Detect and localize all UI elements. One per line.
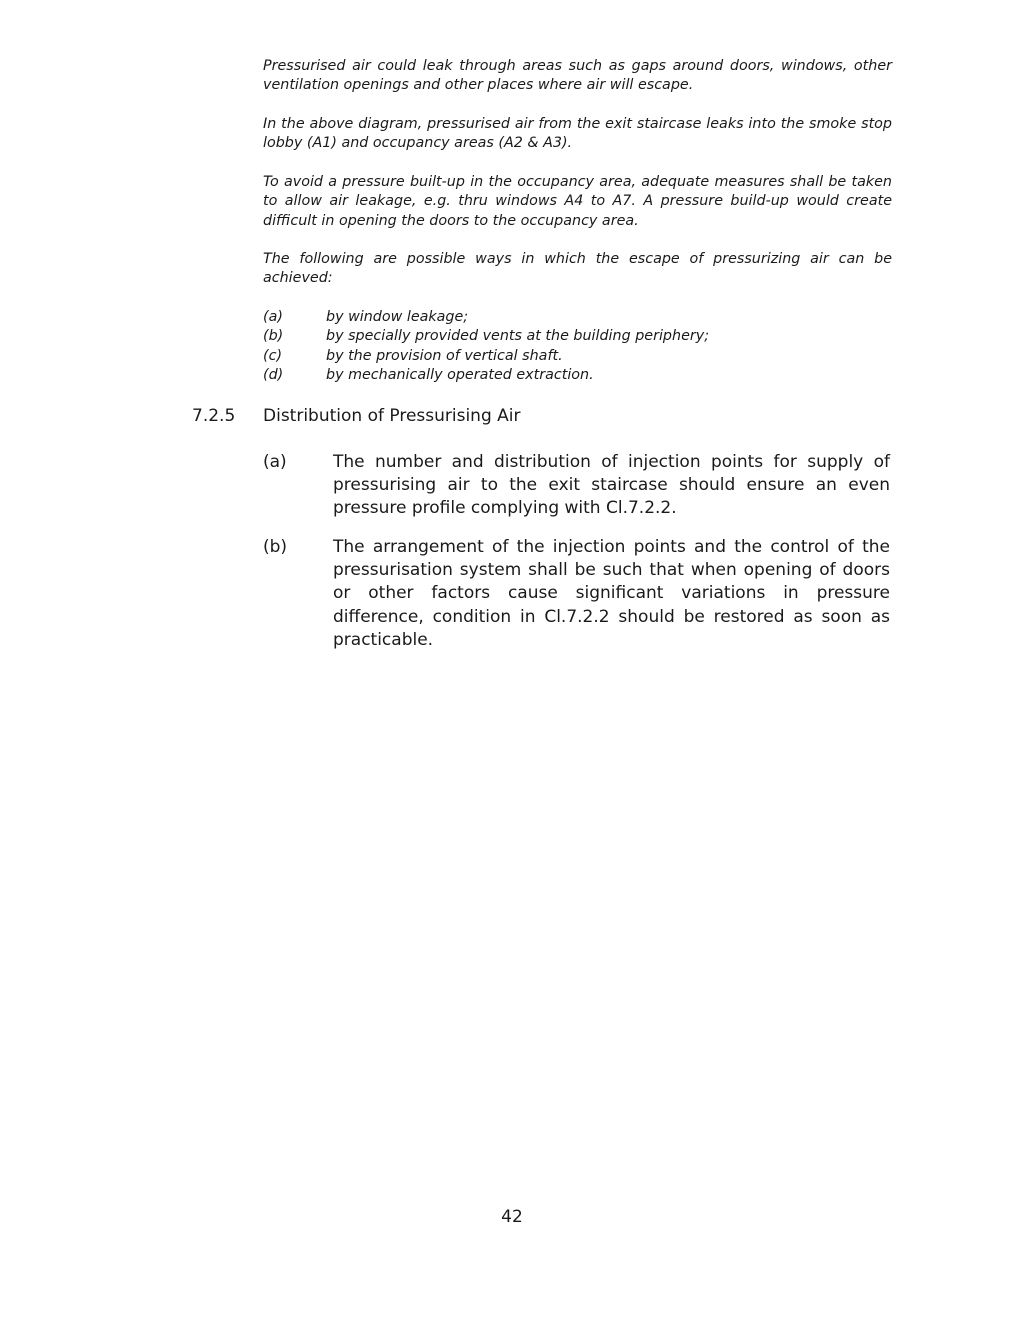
list-marker: (d) <box>263 367 284 384</box>
section-number: 7.2.5 <box>192 406 236 426</box>
note-paragraph-pressure-buildup: To avoid a pressure built-up in the occupancy area, adequate measures shall be taken to allow air leakage, e.g. thru windows A4 to A7. A pressure build-up would create difficult in opening the doors to the occupancy area. <box>263 174 892 229</box>
list-item <box>263 366 892 385</box>
section-title: Distribution of Pressurising Air <box>263 406 521 426</box>
section-item <box>263 451 890 521</box>
note-paragraph-diagram: In the above diagram, pressurised air from the exit staircase leaks into the smoke stop lobby (A1) and occupancy areas (A2 & A3). <box>263 116 892 152</box>
item-text: The arrangement of the injection points and the control of the pressurisation system shall be such that when opening of doors or other factors cause significant variations in pressure difference, condition in Cl.7.2.2 should be restored as soon as practicable. <box>333 537 890 650</box>
list-text: by mechanically operated extraction. <box>326 367 594 384</box>
list-text: by specially provided vents at the building periphery; <box>326 328 710 345</box>
section-heading <box>192 404 521 428</box>
item-marker: (b) <box>263 537 288 557</box>
section-item <box>263 536 890 652</box>
list-item <box>263 347 892 366</box>
list-text: by window leakage; <box>326 309 469 325</box>
list-marker: (b) <box>263 328 284 345</box>
page-number: 42 <box>501 1207 523 1227</box>
item-marker: (a) <box>263 452 287 472</box>
list-marker: (c) <box>263 347 283 364</box>
list-item <box>263 327 892 346</box>
list-item <box>263 308 892 327</box>
list-text: by the provision of vertical shaft. <box>326 347 563 364</box>
list-marker: (a) <box>263 309 283 325</box>
note-paragraph-leakage: Pressurised air could leak through areas such as gaps around doors, windows, other ventilation openings and other places where air will escape. <box>263 58 892 94</box>
item-text: The number and distribution of injection points for supply of pressurising air to the exit staircase should ensure an even pressure profile complying with Cl.7.2.2. <box>333 452 890 519</box>
note-paragraph-escape-ways: The following are possible ways in which the escape of pressurizing air can be achieved: <box>263 251 892 287</box>
escape-ways-list <box>263 308 892 386</box>
